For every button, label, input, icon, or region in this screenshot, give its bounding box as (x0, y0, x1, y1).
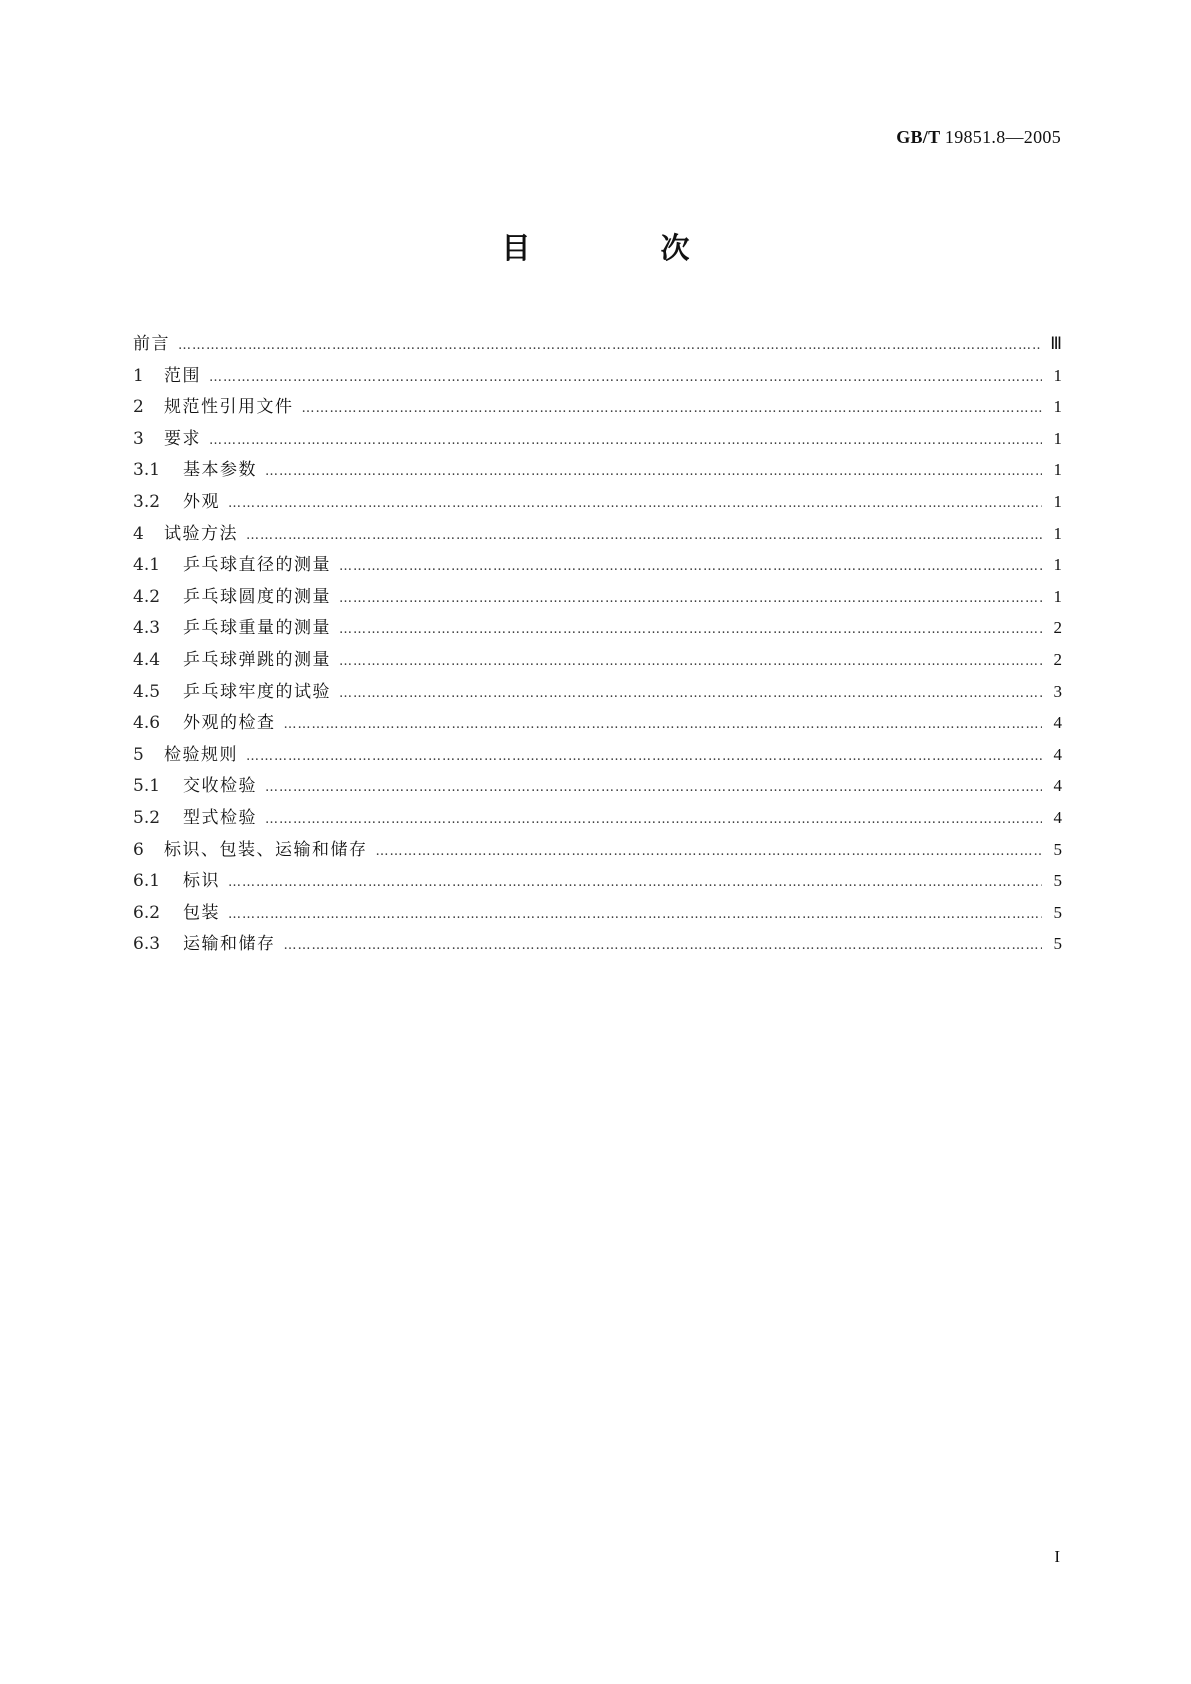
toc-entry-number: 6.2 (133, 902, 161, 923)
toc-entry-number: 5 (133, 744, 144, 765)
toc-entry-number: 4.5 (133, 681, 161, 702)
toc-entry[interactable] (133, 454, 1062, 486)
toc-entry-number: 1 (133, 365, 144, 386)
toc-entry-page: 4 (1053, 776, 1062, 796)
toc-entry[interactable] (133, 391, 1062, 423)
toc-entry-label: 乒乓球牢度的试验 (183, 681, 331, 702)
toc-entry[interactable] (133, 802, 1062, 834)
toc-entry-label: 运输和储存 (183, 934, 276, 955)
toc-entry[interactable] (133, 834, 1062, 866)
toc-entry-label: 乒乓球重量的测量 (183, 618, 331, 639)
toc-entry-page: 1 (1053, 586, 1062, 606)
toc-entry-label: 外观 (183, 491, 220, 512)
dot-leader (265, 456, 1042, 488)
toc-entry-label: 标识 (183, 871, 220, 892)
toc-entry-page: 1 (1053, 428, 1062, 448)
toc-entry[interactable] (133, 360, 1062, 392)
toc-entry-page: 2 (1053, 649, 1062, 669)
toc-entry-label: 标识、包装、运输和储存 (164, 839, 368, 860)
toc-entry-number: 4.2 (133, 586, 161, 607)
dot-leader (284, 709, 1043, 741)
toc-entry[interactable] (133, 676, 1062, 708)
toc-entry-label: 试验方法 (164, 523, 238, 544)
toc-entry-label: 要求 (164, 428, 201, 449)
dot-leader (209, 425, 1042, 457)
toc-entry-page: 1 (1053, 460, 1062, 480)
toc-entry[interactable] (133, 423, 1062, 455)
toc-entry-number: 4.1 (133, 555, 161, 576)
dot-leader (284, 930, 1043, 962)
toc-entry-number: 3.1 (133, 460, 161, 481)
dot-leader (246, 741, 1042, 773)
toc-entry-page: 1 (1053, 397, 1062, 417)
toc-entry[interactable] (133, 928, 1062, 960)
dot-leader (246, 520, 1042, 552)
dot-leader (339, 583, 1042, 615)
standard-prefix: GB/T (896, 127, 941, 147)
toc-entry-number: 2 (133, 397, 144, 418)
toc-entry-number: 4.6 (133, 713, 161, 734)
toc-entry-page: 5 (1053, 871, 1062, 891)
toc-entry-number: 4 (133, 523, 144, 544)
toc-entry-number: 5.1 (133, 776, 161, 797)
dot-leader (339, 678, 1042, 710)
table-of-contents (133, 328, 1062, 960)
toc-entry[interactable] (133, 612, 1062, 644)
toc-entry[interactable] (133, 581, 1062, 613)
dot-leader (228, 899, 1042, 931)
standard-code (896, 127, 1061, 148)
toc-entry-label: 型式检验 (183, 807, 257, 828)
toc-entry-page: 4 (1053, 807, 1062, 827)
toc-entry-page: 2 (1053, 618, 1062, 638)
page-title: 目 次 (501, 231, 750, 265)
dot-leader (339, 551, 1042, 583)
toc-entry-number: 6 (133, 839, 144, 860)
toc-entry-number: 6.1 (133, 871, 161, 892)
dot-leader (376, 836, 1043, 868)
toc-entry-page: 1 (1053, 555, 1062, 575)
toc-entry[interactable] (133, 328, 1062, 360)
page-folio: I (1054, 1547, 1060, 1566)
toc-entry-page: 5 (1053, 902, 1062, 922)
toc-entry-label: 外观的检查 (183, 713, 276, 734)
toc-entry-label: 范围 (164, 365, 201, 386)
standard-number: 19851.8—2005 (944, 127, 1061, 147)
toc-entry-label: 规范性引用文件 (164, 397, 294, 418)
toc-entry[interactable] (133, 549, 1062, 581)
dot-leader (339, 614, 1042, 646)
toc-entry-page: Ⅲ (1050, 334, 1062, 353)
toc-entry-label: 前言 (133, 334, 170, 354)
toc-entry-label: 乒乓球直径的测量 (183, 555, 331, 576)
dot-leader (265, 772, 1042, 804)
toc-entry-number: 5.2 (133, 807, 161, 828)
toc-entry-page: 4 (1053, 744, 1062, 764)
toc-entry-page: 5 (1053, 839, 1062, 859)
toc-entry-label: 包装 (183, 902, 220, 923)
toc-entry[interactable] (133, 739, 1062, 771)
toc-entry-number: 3 (133, 428, 144, 449)
toc-entry[interactable] (133, 518, 1062, 550)
dot-leader (228, 867, 1042, 899)
toc-entry-page: 1 (1053, 491, 1062, 511)
toc-entry-page: 3 (1053, 681, 1062, 701)
toc-entry[interactable] (133, 707, 1062, 739)
toc-entry-page: 4 (1053, 713, 1062, 733)
toc-entry[interactable] (133, 486, 1062, 518)
toc-entry-label: 乒乓球圆度的测量 (183, 586, 331, 607)
dot-leader (265, 804, 1042, 836)
toc-entry-number: 6.3 (133, 934, 161, 955)
toc-entry[interactable] (133, 897, 1062, 929)
toc-entry[interactable] (133, 644, 1062, 676)
toc-entry-page: 1 (1053, 523, 1062, 543)
toc-entry-page: 5 (1053, 934, 1062, 954)
dot-leader (228, 488, 1042, 520)
toc-entry-label: 检验规则 (164, 744, 238, 765)
dot-leader (302, 393, 1043, 425)
dot-leader (339, 646, 1042, 678)
toc-entry[interactable] (133, 865, 1062, 897)
toc-entry-label: 基本参数 (183, 460, 257, 481)
toc-entry-page: 1 (1053, 365, 1062, 385)
toc-entry-number: 3.2 (133, 491, 161, 512)
toc-entry[interactable] (133, 770, 1062, 802)
toc-entry-label: 乒乓球弹跳的测量 (183, 649, 331, 670)
toc-entry-number: 4.4 (133, 649, 161, 670)
dot-leader (209, 362, 1042, 394)
toc-entry-number: 4.3 (133, 618, 161, 639)
dot-leader (178, 330, 1042, 362)
toc-entry-label: 交收检验 (183, 776, 257, 797)
